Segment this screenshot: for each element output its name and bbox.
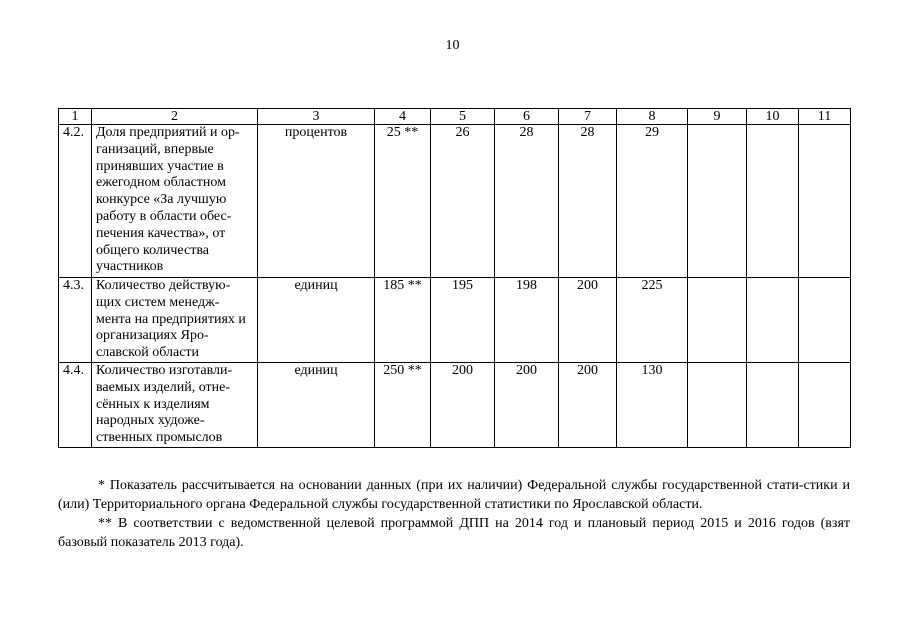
column-header: 5 — [431, 109, 495, 125]
row-number-cell: 4.2. — [59, 125, 92, 278]
footnote-single-asterisk: * Показатель рассчитывается на основании данных (при их наличии) Федеральной службы государственной стати-стики и (или) Территориального органа Федеральной службы государственной статистики по Ярославской области. — [58, 478, 850, 512]
column-header: 10 — [747, 109, 799, 125]
table-header-row — [59, 109, 851, 125]
value-cell: 200 — [495, 363, 559, 448]
value-cell — [688, 278, 747, 363]
page-number: 10 — [445, 38, 460, 53]
value-cell — [747, 278, 799, 363]
value-cell — [688, 363, 747, 448]
value-cell: 200 — [559, 278, 617, 363]
column-header: 7 — [559, 109, 617, 125]
unit-cell: единиц — [258, 278, 375, 363]
column-header: 6 — [495, 109, 559, 125]
value-cell: 130 — [617, 363, 688, 448]
indicators-table — [58, 108, 851, 448]
column-header: 1 — [59, 109, 92, 125]
column-header: 9 — [688, 109, 747, 125]
row-number-cell: 4.3. — [59, 278, 92, 363]
table-row — [59, 278, 851, 363]
value-cell: 225 — [617, 278, 688, 363]
row-number-cell: 4.4. — [59, 363, 92, 448]
unit-cell: процентов — [258, 125, 375, 278]
value-cell: 195 — [431, 278, 495, 363]
indicator-name-cell: Доля предприятий и ор-ганизаций, впервые принявших участие в ежегодном областном конкурсе «За лучшую работу в области обес-печения качества», от общего количества участников — [92, 125, 258, 278]
value-cell — [688, 125, 747, 278]
value-cell — [799, 363, 851, 448]
indicator-name-cell: Количество действую-щих систем менедж-мента на предприятиях и организациях Яро-славской области — [92, 278, 258, 363]
column-header: 11 — [799, 109, 851, 125]
value-cell: 29 — [617, 125, 688, 278]
column-header: 8 — [617, 109, 688, 125]
value-cell — [799, 125, 851, 278]
value-cell: 185 ** — [375, 278, 431, 363]
value-cell: 28 — [495, 125, 559, 278]
value-cell: 250 ** — [375, 363, 431, 448]
value-cell — [799, 278, 851, 363]
value-cell: 200 — [431, 363, 495, 448]
column-header: 3 — [258, 109, 375, 125]
value-cell — [747, 125, 799, 278]
table-row — [59, 363, 851, 448]
value-cell — [747, 363, 799, 448]
column-header: 2 — [92, 109, 258, 125]
unit-cell: единиц — [258, 363, 375, 448]
value-cell: 26 — [431, 125, 495, 278]
value-cell: 200 — [559, 363, 617, 448]
indicator-name-cell: Количество изготавли-ваемых изделий, отне-сённых к изделиям народных художе-ственных промыслов — [92, 363, 258, 448]
column-header: 4 — [375, 109, 431, 125]
footnotes — [58, 476, 850, 552]
value-cell: 25 ** — [375, 125, 431, 278]
value-cell: 198 — [495, 278, 559, 363]
table-row — [59, 125, 851, 278]
footnote-double-asterisk: ** В соответствии с ведомственной целевой программой ДПП на 2014 год и плановый период 2015 и 2016 годов (взят базовый показатель 2013 года). — [58, 516, 850, 550]
value-cell: 28 — [559, 125, 617, 278]
